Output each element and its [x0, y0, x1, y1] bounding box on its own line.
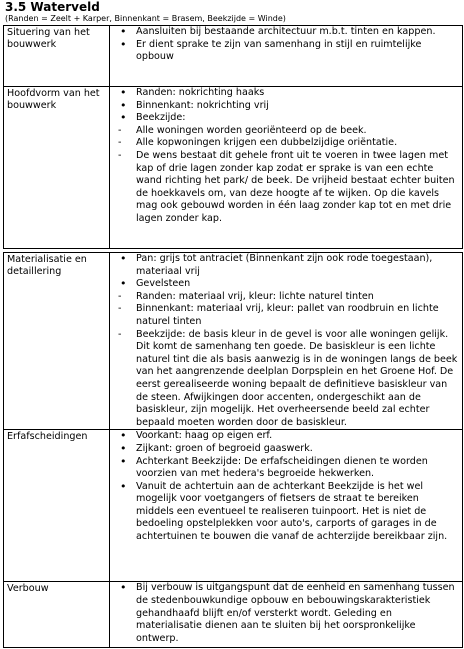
dash-item: - Binnenkant: materiaal vrij, kleur: pallet van roodbruin en lichte naturel tinten	[110, 303, 462, 328]
dash-item: - Randen: materiaal vrij, kleur: lichte naturel tinten	[110, 291, 462, 304]
label-materialisatie: Materialisatie en detaillering	[4, 253, 110, 430]
label-erfafscheidingen: Erfafscheidingen	[4, 430, 110, 582]
requirements-table-1	[3, 25, 463, 249]
section-title: 3.5 Waterveld	[5, 0, 100, 14]
list-item: • Zijkant: groen of begroeid gaaswerk.	[110, 443, 462, 456]
content-hoofdvorm	[110, 87, 463, 249]
section-subtitle: (Randen = Zeelt + Karper, Binnenkant = Brasem, Beekzijde = Winde)	[5, 14, 286, 23]
list-item: • Aansluiten bij bestaande architectuur m.b.t. tinten en kappen.	[110, 26, 462, 39]
dash-item: - Alle kopwoningen krijgen een dubbelzijdige oriëntatie.	[110, 137, 462, 150]
content-verbouw	[110, 582, 463, 648]
list-item: • Er dient sprake te zijn van samenhang in stijl en ruimtelijke opbouw	[110, 39, 462, 64]
requirements-table-2	[3, 252, 463, 648]
list-item: • Gevelsteen	[110, 278, 462, 291]
list-item: • Voorkant: haag op eigen erf.	[110, 430, 462, 443]
label-hoofdvorm: Hoofdvorm van het bouwwerk	[4, 87, 110, 249]
dash-item: - Alle woningen worden georiënteerd op de beek.	[110, 125, 462, 138]
list-item: • Binnenkant: nokrichting vrij	[110, 100, 462, 113]
list-item: • Bij verbouw is uitgangspunt dat de eenheid en samenhang tussen de stedenbouwkundige opbouw en bebouwingskarakteristiek gehandhaafd blijft en/of versterkt wordt. Geleding en materialisatie dienen aan te sluiten bij het oorspronkelijke ontwerp.	[110, 582, 462, 645]
label-situering: Situering van het bouwwerk	[4, 26, 110, 87]
row-erfafscheidingen	[4, 430, 463, 582]
list-item: • Vanuit de achtertuin aan de achterkant Beekzijde is het wel mogelijk voor voetgangers of fietsers de straat te bereiken middels een eventueel te realiseren tuinpoort. Het is niet de bedoeling opstelplekken voor auto's, carports of garages in de achtertuinen te bouwen die vanaf de achterzijde bereikbaar zijn.	[110, 481, 462, 544]
list-item: • Achterkant Beekzijde: De erfafscheidingen dienen te worden voorzien van met hedera's begroeide hekwerken.	[110, 456, 462, 481]
content-erfafscheidingen	[110, 430, 463, 582]
dash-item: - Beekzijde: de basis kleur in de gevel is voor alle woningen gelijk. Dit komt de samenhang ten goede. De basiskleur is een lichte naturel tint die als basis aanwezig is in de woningen langs de beek van het aangrenzende deelplan Dorpsplein en het Groene Hof. De eerst gerealiseerde woning bepaalt de definitieve basiskleur van de steen. Afwijkingen door accenten, ondergeschikt aan de basiskleur, zijn mogelijk. Het overheersende beeld zal echter bepaald moeten worden door de basiskleur.	[110, 329, 462, 430]
list-item: • Beekzijde:	[110, 112, 462, 125]
list-item: • Randen: nokrichting haaks	[110, 87, 462, 100]
content-situering	[110, 26, 463, 87]
dash-item: - De wens bestaat dit gehele front uit te voeren in twee lagen met kap of drie lagen zonder kap zodat er sprake is van een echte wand richting het park/ de beek. De vrijheid bestaat echter buiten de hoekkavels om, van deze hoogte af te wijken. Op die kavels mag ook gebouwd worden in één laag zonder kap tot en met drie lagen zonder kap.	[110, 150, 462, 226]
content-materialisatie	[110, 253, 463, 430]
row-situering	[4, 26, 463, 87]
row-verbouw	[4, 582, 463, 648]
row-materialisatie	[4, 253, 463, 430]
row-hoofdvorm	[4, 87, 463, 249]
label-verbouw: Verbouw	[4, 582, 110, 648]
list-item: • Pan: grijs tot antraciet (Binnenkant zijn ook rode toegestaan), materiaal vrij	[110, 253, 462, 278]
